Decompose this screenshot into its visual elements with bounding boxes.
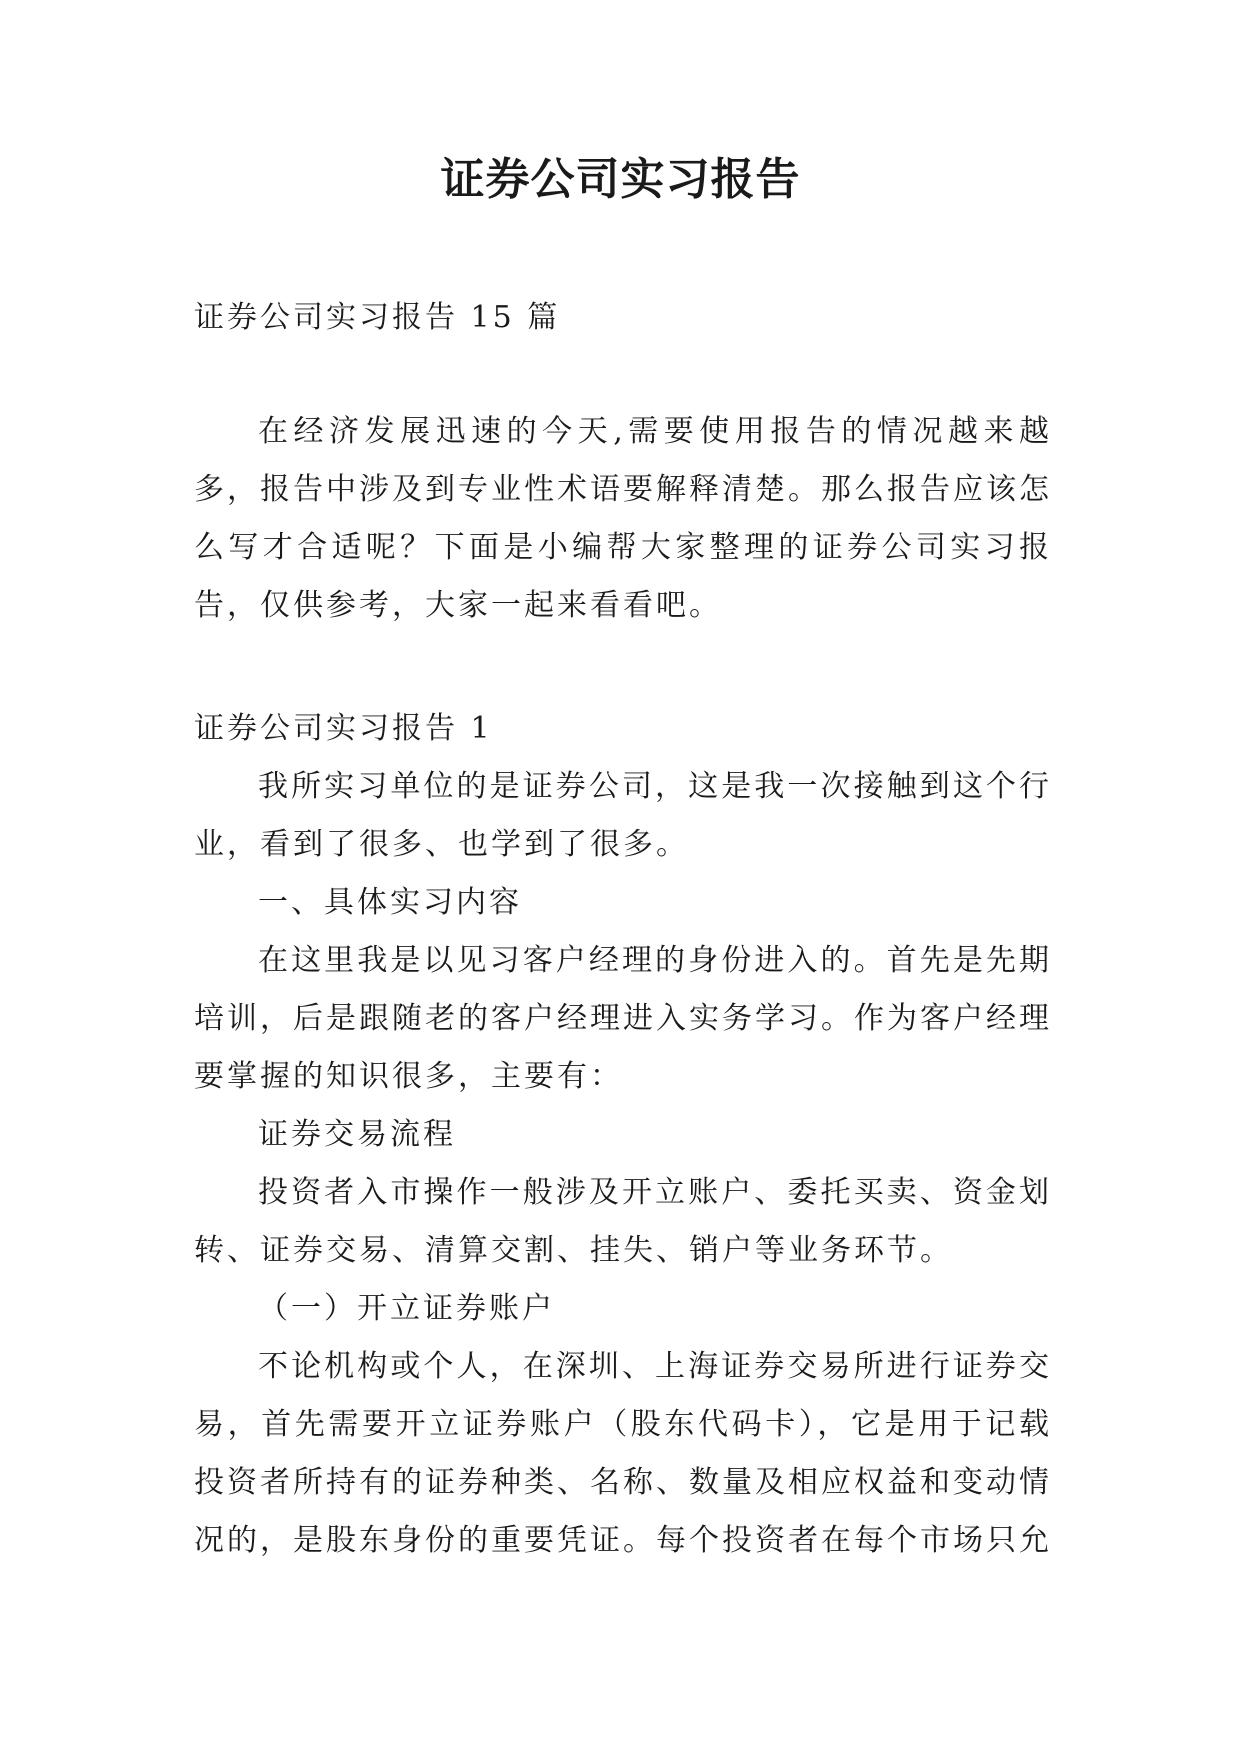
document-subtitle — [194, 289, 1052, 347]
heading-open-account: （一）开立证券账户 — [258, 1291, 555, 1326]
document-title: 证券公司实习报告 — [440, 154, 801, 205]
report-section-1 — [194, 700, 1052, 1570]
intro-text: 在经济发展迅速的今天,需要使用报告的情况越来越多，报告中涉及到专业性术语要解释清楚。那么报告应该怎么写才合适呢？下面是小编帮大家整理的证券公司实习报告，仅供参考，大家一起来看看吧。 — [194, 414, 1052, 623]
paragraph-2: 在这里我是以见习客户经理的身份进入的。首先是先期培训，后是跟随老的客户经理进入实务学习。作为客户经理要掌握的知识很多，主要有： — [194, 943, 1052, 1094]
paragraph-1: 我所实习单位的是证券公司，这是我一次接触到这个行业，看到了很多、也学到了很多。 — [194, 769, 1052, 862]
heading-trading-process: 证券交易流程 — [258, 1117, 456, 1152]
paragraph-3: 投资者入市操作一般涉及开立账户、委托买卖、资金划转、证券交易、清算交割、挂失、销户等业务环节。 — [194, 1175, 1052, 1268]
subtitle-text: 证券公司实习报告 15 篇 — [194, 300, 561, 335]
paragraph-4: 不论机构或个人，在深圳、上海证券交易所进行证券交易，首先需要开立证券账户（股东代码卡），它是用于记载投资者所持有的证券种类、名称、数量及相应权益和变动情况的，是股东身份的重要凭证。每个投资者在每个市场只允 — [194, 1349, 1052, 1558]
intro-paragraph — [194, 403, 1052, 635]
heading-internship-content: 一、具体实习内容 — [258, 885, 522, 920]
section-heading: 证券公司实习报告 1 — [194, 711, 493, 746]
